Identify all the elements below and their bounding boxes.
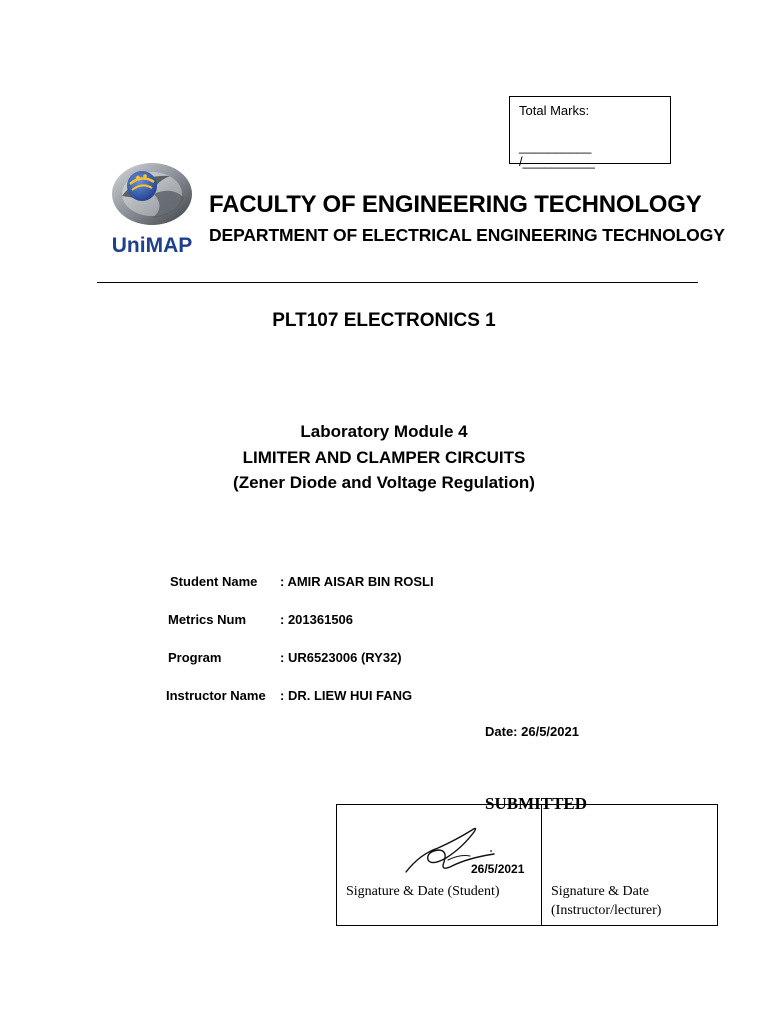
faculty-title: FACULTY OF ENGINEERING TECHNOLOGY	[209, 191, 702, 218]
signature-table-divider	[541, 804, 542, 926]
course-title: PLT107 ELECTRONICS 1	[272, 310, 496, 331]
department-title: DEPARTMENT OF ELECTRICAL ENGINEERING TECHNOLOGY	[209, 225, 725, 245]
metrics-num-label: Metrics Num	[168, 612, 247, 627]
logo-wordmark: UniMAP	[111, 234, 193, 257]
student-name-label: Student Name	[170, 574, 258, 589]
header-divider	[97, 282, 698, 283]
program-label: Program	[168, 650, 222, 665]
total-marks-box	[509, 96, 671, 169]
submission-date: Date: 26/5/2021	[485, 724, 579, 739]
instructor-name-value: : DR. LIEW HUI FANG	[280, 688, 413, 703]
instructor-name-label: Instructor Name	[166, 688, 266, 703]
lab-subtitle: (Zener Diode and Voltage Regulation)	[233, 473, 535, 492]
total-marks-label: Total Marks:	[519, 103, 590, 118]
student-name-value: : AMIR AISAR BIN ROSLI	[280, 574, 434, 589]
total-marks-blank: __________ /__________	[519, 139, 595, 169]
lab-module-number: Laboratory Module 4	[300, 422, 468, 441]
student-signature-date: 26/5/2021	[471, 862, 525, 876]
lab-title: LIMITER AND CLAMPER CIRCUITS	[242, 448, 526, 467]
unimap-logo	[108, 160, 196, 260]
metrics-num-value: : 201361506	[280, 612, 354, 627]
instructor-signature-caption: Signature & Date (Instructor/lecturer)	[551, 884, 662, 918]
program-value: : UR6523006 (RY32)	[280, 650, 402, 665]
student-signature-caption: Signature & Date (Student)	[346, 884, 500, 899]
submitted-stamp: SUBMITTED	[485, 794, 588, 813]
